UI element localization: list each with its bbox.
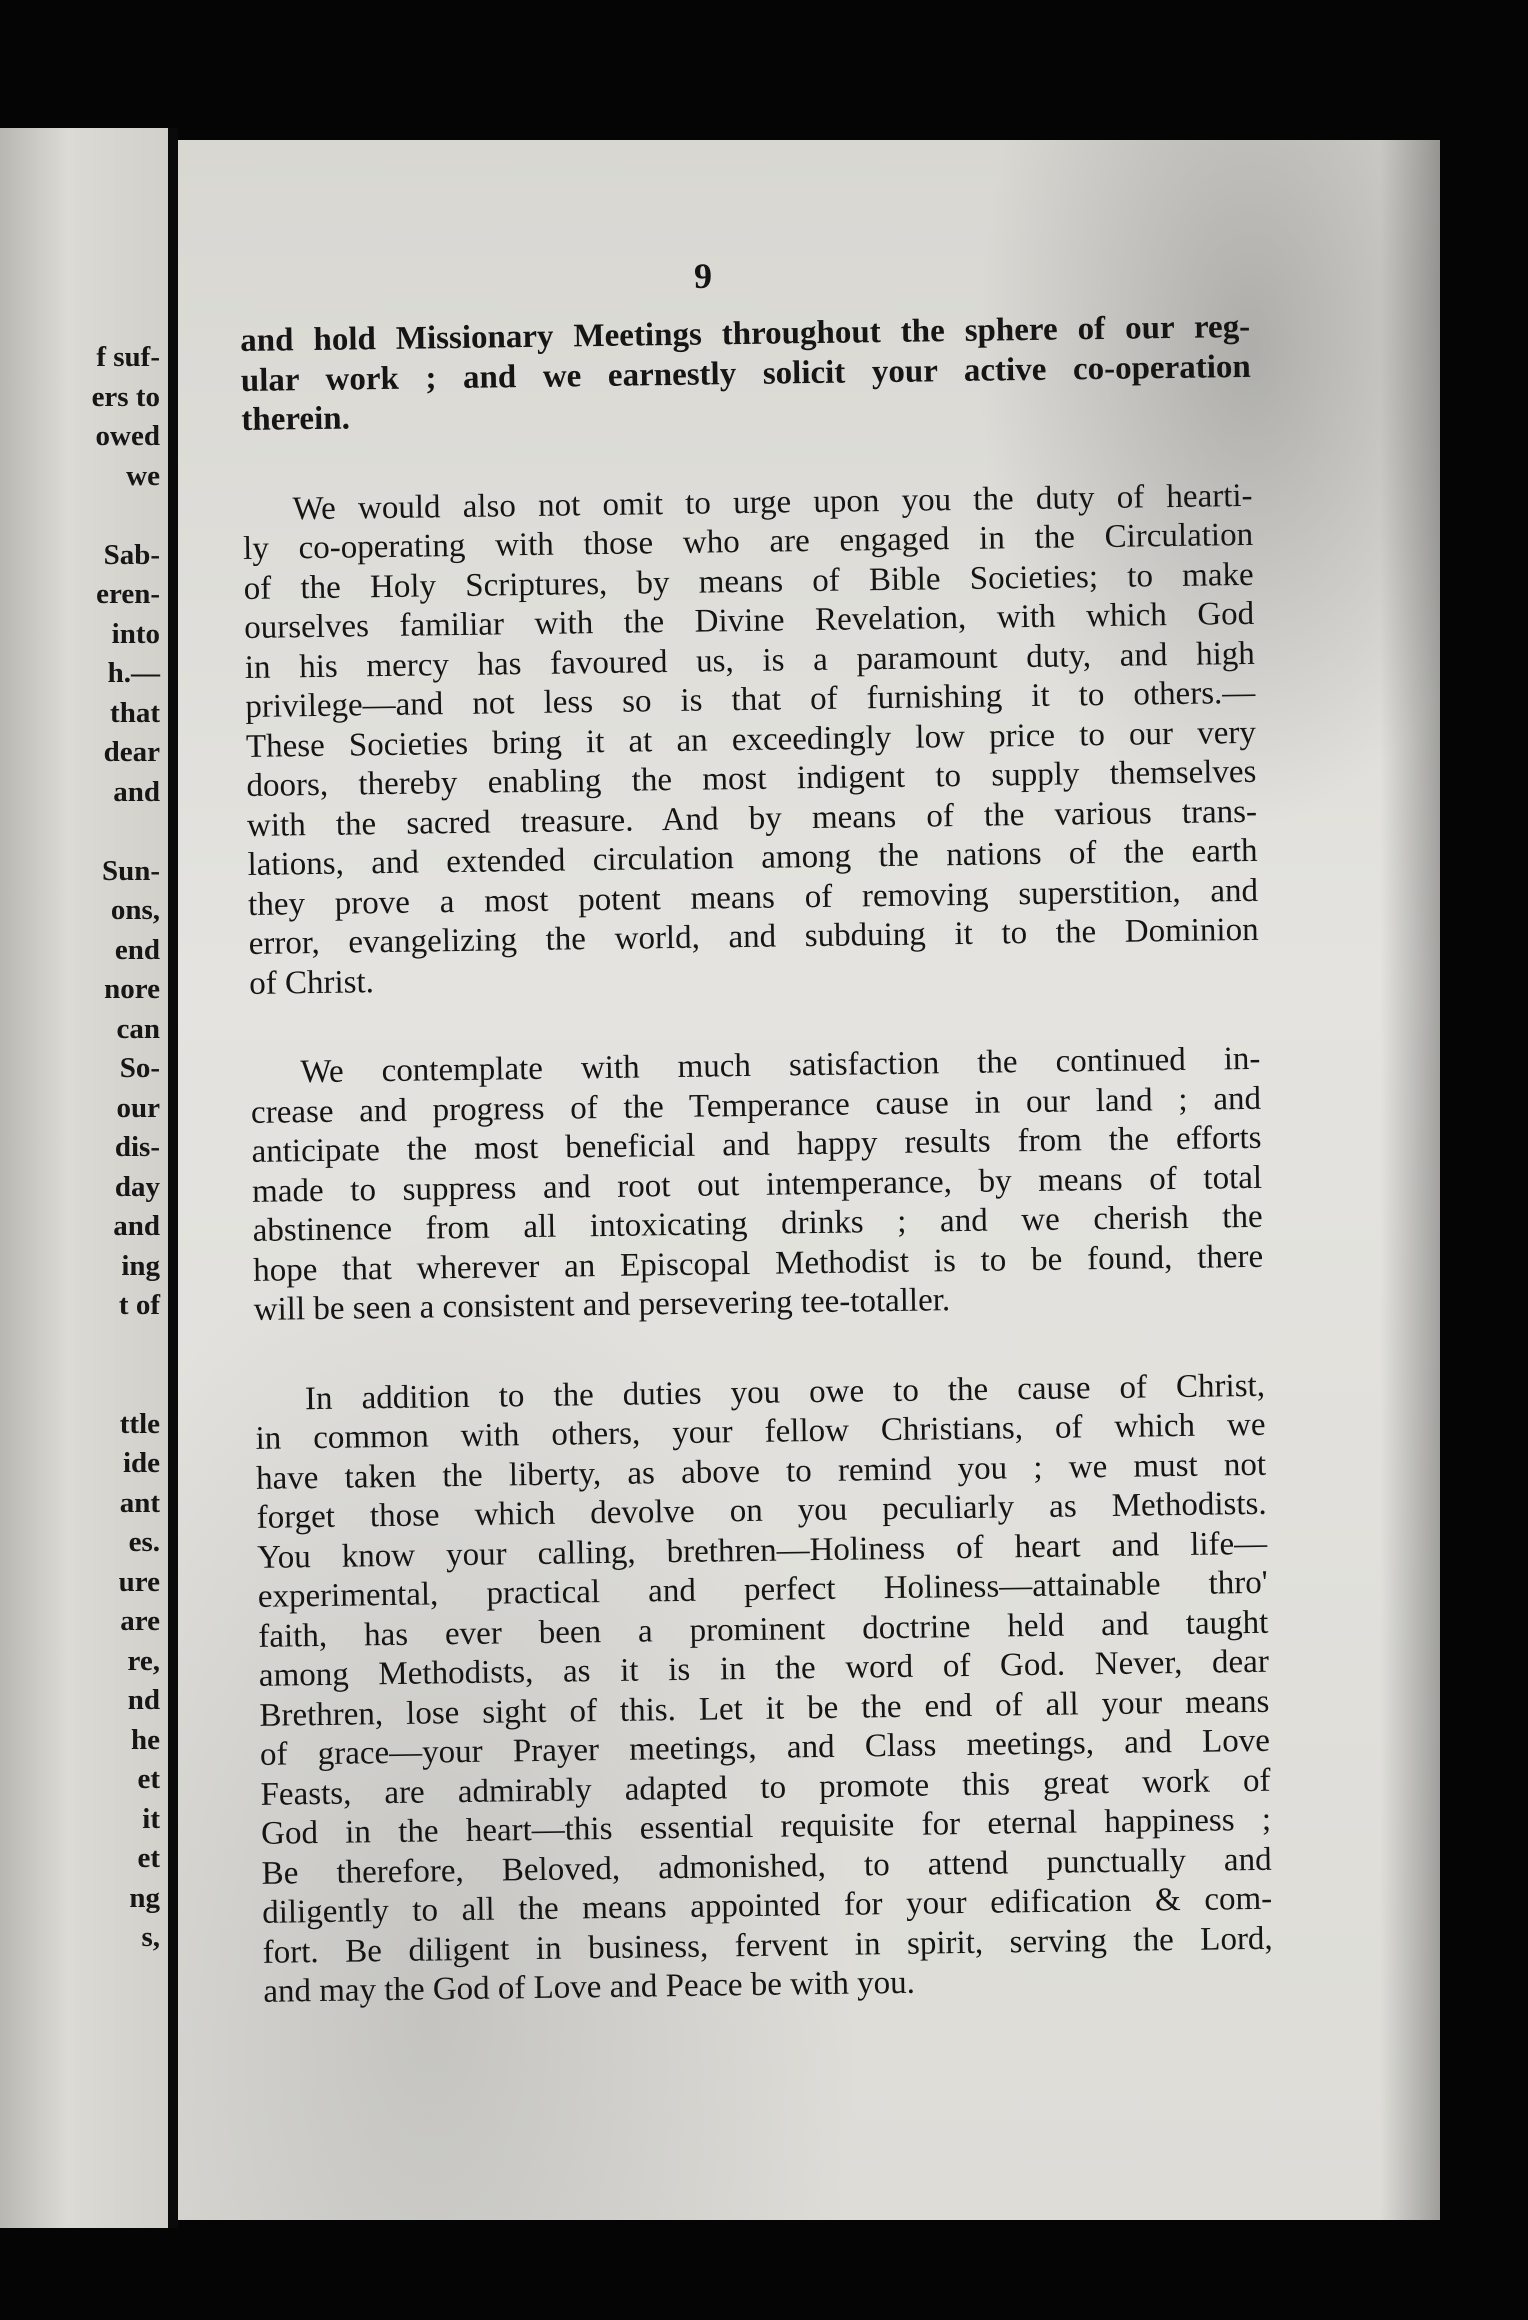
text-line: experimental, practical and perfect Holiness—attainable thro': [257, 1564, 1268, 1615]
text-line: Brethren, lose sight of this. Let it be the end of all your means: [259, 1683, 1270, 1734]
text-line: in his mercy has favoured us, is a paramount duty, and high: [244, 635, 1255, 686]
left-page-fragment: ons,: [110, 894, 160, 926]
text-line: privilege—and not less so is that of furnishing it to others.—: [245, 674, 1256, 725]
left-page-fragment: into: [111, 617, 160, 650]
left-page-fragment: ing: [121, 1249, 160, 1282]
text-line: diligently to all the means appointed for your edification & com-: [261, 1880, 1273, 1931]
left-page-fragment: we: [126, 459, 160, 492]
left-page-fragment: Sab-: [103, 538, 160, 571]
left-page-fragment: ng: [129, 1881, 160, 1914]
left-page-fragment: [92, 496, 160, 536]
left-page-fragment: owed: [95, 420, 160, 452]
left-page-fragment: he: [131, 1723, 160, 1756]
left-page-fragment: [92, 1326, 160, 1366]
left-page-fragment: ure: [118, 1565, 160, 1598]
left-page-fragment: f suf-: [96, 341, 160, 373]
text-line: forget those which devolve on you peculiarly as Methodists.: [256, 1485, 1267, 1536]
left-page-fragment: [92, 1365, 160, 1405]
text-line: and hold Missionary Meetings throughout the sphere of our reg-: [240, 308, 1251, 359]
text-line: We would also not omit to urge upon you the duty of hearti-: [292, 477, 1253, 527]
left-page-fragment: ant: [119, 1486, 160, 1519]
text-line: of the Holy Scriptures, by means of Bible Societies; to make: [243, 556, 1254, 607]
text-line: therein.: [241, 400, 351, 438]
text-line: faith, has ever been a prominent doctrine held and taught: [258, 1604, 1269, 1655]
left-page-fragment: day: [114, 1170, 160, 1203]
paragraph: [255, 1366, 1274, 2012]
left-page-fragment: es.: [128, 1526, 160, 1558]
left-page-fragment: nd: [127, 1684, 160, 1716]
paragraph: [240, 308, 1252, 441]
left-page-fragment: are: [120, 1605, 160, 1637]
left-facing-page: [0, 128, 168, 2228]
left-page-fragment: and: [113, 1210, 160, 1242]
left-page-fragment: s,: [141, 1921, 160, 1953]
text-line: lations, and extended circulation among the nations of the earth: [247, 832, 1258, 883]
text-line: with the sacred treasure. And by means of the various trans-: [246, 793, 1258, 844]
left-page-fragment: So-: [119, 1052, 160, 1084]
left-page-fragment: [92, 812, 160, 852]
text-line: ly co-operating with those who are engaged in the Circulation: [242, 516, 1254, 567]
text-line: among Methodists, as it is in the word of God. Never, dear: [258, 1643, 1270, 1694]
left-page-fragment: re,: [127, 1644, 160, 1677]
text-line: You know your calling, brethren—Holiness of heart and life—: [256, 1525, 1268, 1576]
text-line: of grace—your Prayer meetings, and Class meetings, and Love: [259, 1722, 1271, 1773]
text-line: will be seen a consistent and persevering tee-totaller.: [253, 1282, 951, 1328]
book-gutter: [168, 128, 178, 2228]
left-page-fragment: end: [114, 933, 160, 966]
right-page: [178, 140, 1440, 2220]
left-page-fragment: that: [110, 696, 160, 729]
text-line: crease and progress of the Temperance cause in our land ; and: [250, 1080, 1262, 1131]
left-page-fragment: Sun-: [101, 854, 160, 887]
text-line: have taken the liberty, as above to remind you ; we must not: [255, 1446, 1267, 1497]
text-line: ourselves familiar with the Divine Revelation, with which God: [244, 595, 1255, 646]
text-line: These Societies bring it at an exceedingly low price to our very: [245, 714, 1257, 765]
text-line: they prove a most potent means of removing superstition, and: [247, 872, 1259, 923]
text-line: hope that wherever an Episcopal Methodist is to be found, there: [252, 1238, 1264, 1289]
left-page-fragment: it: [142, 1802, 160, 1835]
text-line: and may the God of Love and Peace be with you.: [263, 1964, 916, 2010]
text-line: Be therefore, Beloved, admonished, to attend punctually and: [261, 1841, 1272, 1892]
paragraph: [242, 476, 1259, 1004]
text-line: ular work ; and we earnestly solicit your active co-operation: [240, 348, 1251, 399]
body-text: [240, 308, 1274, 2062]
left-page-fragment: ide: [122, 1447, 160, 1479]
left-page-fragment: et: [137, 1763, 160, 1795]
left-page-fragment: our: [116, 1091, 160, 1124]
text-line: in common with others, your fellow Christians, of which we: [255, 1406, 1266, 1457]
text-line: error, evangelizing the world, and subduing it to the Dominion: [248, 911, 1259, 962]
left-page-fragment: et: [137, 1842, 160, 1874]
text-line: made to suppress and root out intemperance, by means of total: [251, 1159, 1263, 1210]
left-page-fragment: ttle: [119, 1407, 160, 1440]
text-line: In addition to the duties you owe to the cause of Christ,: [304, 1367, 1266, 1417]
page-edge-shadow: [1380, 140, 1440, 2220]
text-line: fort. Be diligent in business, fervent in spirit, serving the Lord,: [262, 1920, 1273, 1971]
left-page-fragment: and: [113, 775, 160, 808]
text-line: Feasts, are admirably adapted to promote this great work of: [260, 1762, 1271, 1813]
left-page-text-fragments: [92, 338, 160, 1958]
left-page-fragment: ers to: [91, 380, 160, 413]
left-page-fragment: h.—: [107, 657, 160, 689]
left-page-fragment: dear: [103, 736, 160, 768]
text-line: We contemplate with much satisfaction the continued in-: [300, 1040, 1261, 1091]
paragraph: [250, 1040, 1264, 1331]
text-line: God in the heart—this essential requisite for eternal happiness ;: [260, 1801, 1272, 1852]
left-page-fragment: t of: [118, 1289, 160, 1321]
left-page-fragment: eren-: [96, 578, 160, 610]
text-line: abstinence from all intoxicating drinks ; and we cherish the: [252, 1198, 1263, 1249]
left-page-fragment: can: [116, 1012, 160, 1045]
page-number: 9: [694, 256, 712, 296]
text-line: of Christ.: [248, 963, 375, 1002]
left-page-fragment: dis-: [114, 1131, 160, 1163]
text-line: doors, thereby enabling the most indigent to supply themselves: [246, 753, 1257, 804]
text-line: anticipate the most beneficial and happy results from the efforts: [251, 1119, 1262, 1170]
left-page-fragment: nore: [104, 973, 160, 1005]
